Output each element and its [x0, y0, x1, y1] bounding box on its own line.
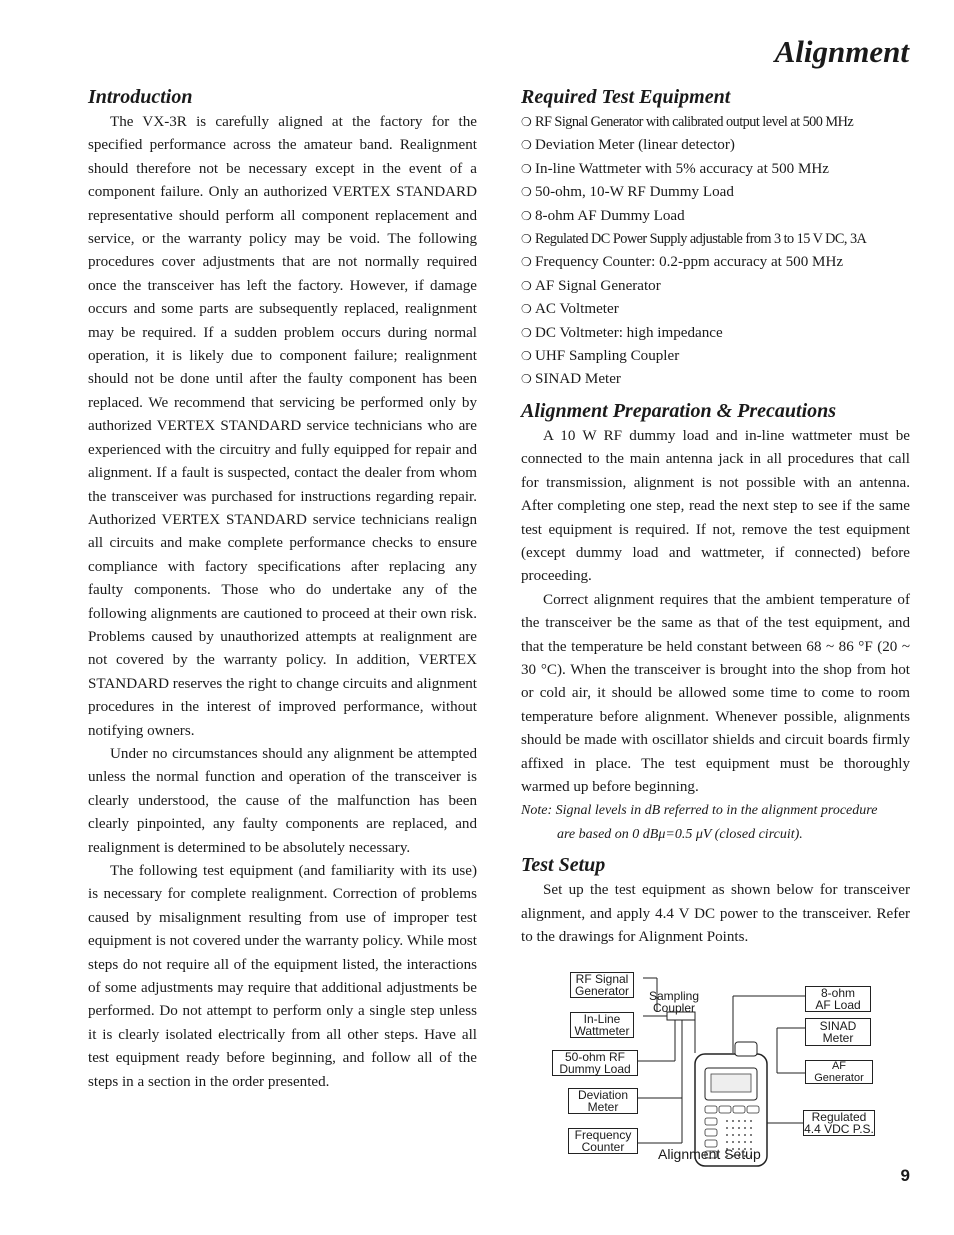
list-item: ❍ Deviation Meter (linear detector)	[521, 134, 910, 157]
af-load-box: 8-ohm AF Load	[805, 986, 871, 1012]
introduction-heading: Introduction	[88, 86, 193, 108]
prep-paragraph-2: Correct alignment requires that the ambient temperature of the transceiver be the same as that of the test equipment, and that the temperature be held constant between 68 ~ 86 °F (20 ~ 30 °C). When the transceiver is brought into the shop from hot or cold air, it should be allowed some time to come to room temperature before alignment. Whenever possible, alignments should be made with oscillator shields and circuit boards firmly affixed in place. The test equipment must be thoroughly warmed up before beginning.	[521, 591, 910, 795]
frequency-counter-box: Frequency Counter	[568, 1128, 638, 1154]
sampling-coupler-label: Sampling Coupler	[648, 989, 700, 1015]
dummy-load-box: 50-ohm RF Dummy Load	[552, 1050, 638, 1076]
power-supply-box: Regulated 4.4 VDC P.S.	[804, 1110, 874, 1136]
circle-bullet-icon: ❍	[521, 208, 532, 223]
list-item: ❍ RF Signal Generator with calibrated output level at 500 MHz	[521, 111, 910, 134]
list-item: ❍ 8-ohm AF Dummy Load	[521, 205, 910, 228]
circle-bullet-icon: ❍	[521, 278, 532, 293]
list-item: ❍ UHF Sampling Coupler	[521, 345, 910, 368]
list-item: ❍ 50-ohm, 10-W RF Dummy Load	[521, 181, 910, 204]
circle-bullet-icon: ❍	[521, 232, 532, 247]
preparation-heading: Alignment Preparation & Precautions	[521, 399, 837, 422]
list-item: ❍ AF Signal Generator	[521, 275, 910, 298]
list-item: ❍ Regulated DC Power Supply adjustable from 3 to 15 V DC, 3A	[521, 228, 910, 251]
inline-wattmeter-box: In-Line Wattmeter	[570, 1012, 634, 1038]
af-generator-box: AF Generator	[805, 1060, 873, 1084]
page-title: Alignment	[774, 34, 909, 69]
list-item: ❍ SINAD Meter	[521, 368, 910, 391]
required-equipment-heading: Required Test Equipment	[521, 86, 731, 108]
circle-bullet-icon: ❍	[521, 302, 532, 317]
page-number: 9	[900, 1166, 910, 1185]
circle-bullet-icon: ❍	[521, 161, 532, 176]
list-item: ❍ Frequency Counter: 0.2-ppm accuracy at 500 MHz	[521, 251, 910, 274]
intro-paragraph-1: The VX-3R is carefully aligned at the factory for the specified performance across the amateur band. Realignment should therefore not be necessary except in the event of a component failure. Only an authorized VERTEX STANDARD representative should perform all component replacement and service, or the warranty policy may be void. The following procedures cover adjustments that are not normally required once the transceiver has left the factory. However, if damage occurs and some parts are subsequently replaced, realignment may be required. If a sudden problem occurs during normal operation, it is likely due to component failure; realignment should not be done until after the faulty component has been replaced. We recommend that servicing be performed only by authorized VERTEX STANDARD service technicians who are experienced with the circuitry and fully equipped for repair and alignment. If a fault is suspected, contact the dealer from whom the transceiver was purchased for instructions regarding repair. Authorized VERTEX STANDARD service technicians realign all circuits and make complete performance checks to ensure compliance with factory specifications after replacing any faulty components. Those who do undertake any of the following alignments are cautioned to proceed at their own risk. Problems caused by unauthorized attempts at realignment are not covered by the warranty policy. In addition, VERTEX STANDARD reserves the right to change circuits and alignment procedures in the interest of improved performance, without notifying owners.	[88, 114, 477, 739]
sinad-meter-box: SINAD Meter	[805, 1018, 871, 1046]
circle-bullet-icon: ❍	[521, 372, 532, 387]
diagram-caption: Alignment Setup	[658, 1146, 761, 1162]
circle-bullet-icon: ❍	[521, 185, 532, 200]
note-line-1: Note: Signal levels in dB referred to in the alignment procedure	[521, 803, 878, 819]
circle-bullet-icon: ❍	[521, 115, 532, 129]
intro-paragraph-3: The following test equipment (and familiarity with its use) is necessary for complete realignment. Correction of problems caused by misalignment resulting from use of improper test equipment is not covered under the warranty policy. While most steps do not require all of the equipment listed, the interactions of some adjustments may require that additional adjustments be performed. Do not attempt to perform only a single step unless it is clearly isolated electrically from all other steps. Have all test equipment ready before beginning, and follow all of the steps in a section in the order presented.	[88, 863, 477, 1090]
circle-bullet-icon: ❍	[521, 349, 532, 364]
list-item: ❍ In-line Wattmeter with 5% accuracy at 500 MHz	[521, 158, 910, 181]
intro-paragraph-2: Under no circumstances should any alignment be attempted unless the normal function and operation of the transceiver is clearly understood, the cause of the malfunction has been clearly pinpointed, any faulty components are replaced, and realignment is determined to be absolutely necessary.	[88, 745, 477, 856]
deviation-meter-box: Deviation Meter	[568, 1088, 638, 1114]
list-item: ❍ AC Voltmeter	[521, 298, 910, 321]
left-column	[88, 84, 477, 1094]
rf-signal-generator-box: RF Signal Generator	[570, 972, 634, 998]
equipment-list	[521, 111, 910, 392]
circle-bullet-icon: ❍	[521, 325, 532, 340]
circle-bullet-icon: ❍	[521, 138, 532, 153]
test-setup-paragraph: Set up the test equipment as shown below for transceiver alignment, and apply 4.4 V DC power to the transceiver. Refer to the drawings for Alignment Points.	[521, 882, 910, 945]
prep-paragraph-1: A 10 W RF dummy load and in-line wattmeter must be connected to the main antenna jack in all procedures that call for transmission, alignment is not possible with an antenna. After completing one step, read the next step to see if the same test equipment is required. If not, remove the test equipment (except dummy load and wattmeter, if connected) before proceeding.	[521, 427, 910, 585]
test-setup-heading: Test Setup	[521, 854, 606, 877]
list-item: ❍ DC Voltmeter: high impedance	[521, 322, 910, 345]
circle-bullet-icon: ❍	[521, 255, 532, 270]
alignment-setup-diagram	[545, 968, 885, 1168]
right-column	[521, 84, 910, 949]
note-line-2: are based on 0 dBμ=0.5 μV (closed circuit).	[557, 826, 803, 842]
